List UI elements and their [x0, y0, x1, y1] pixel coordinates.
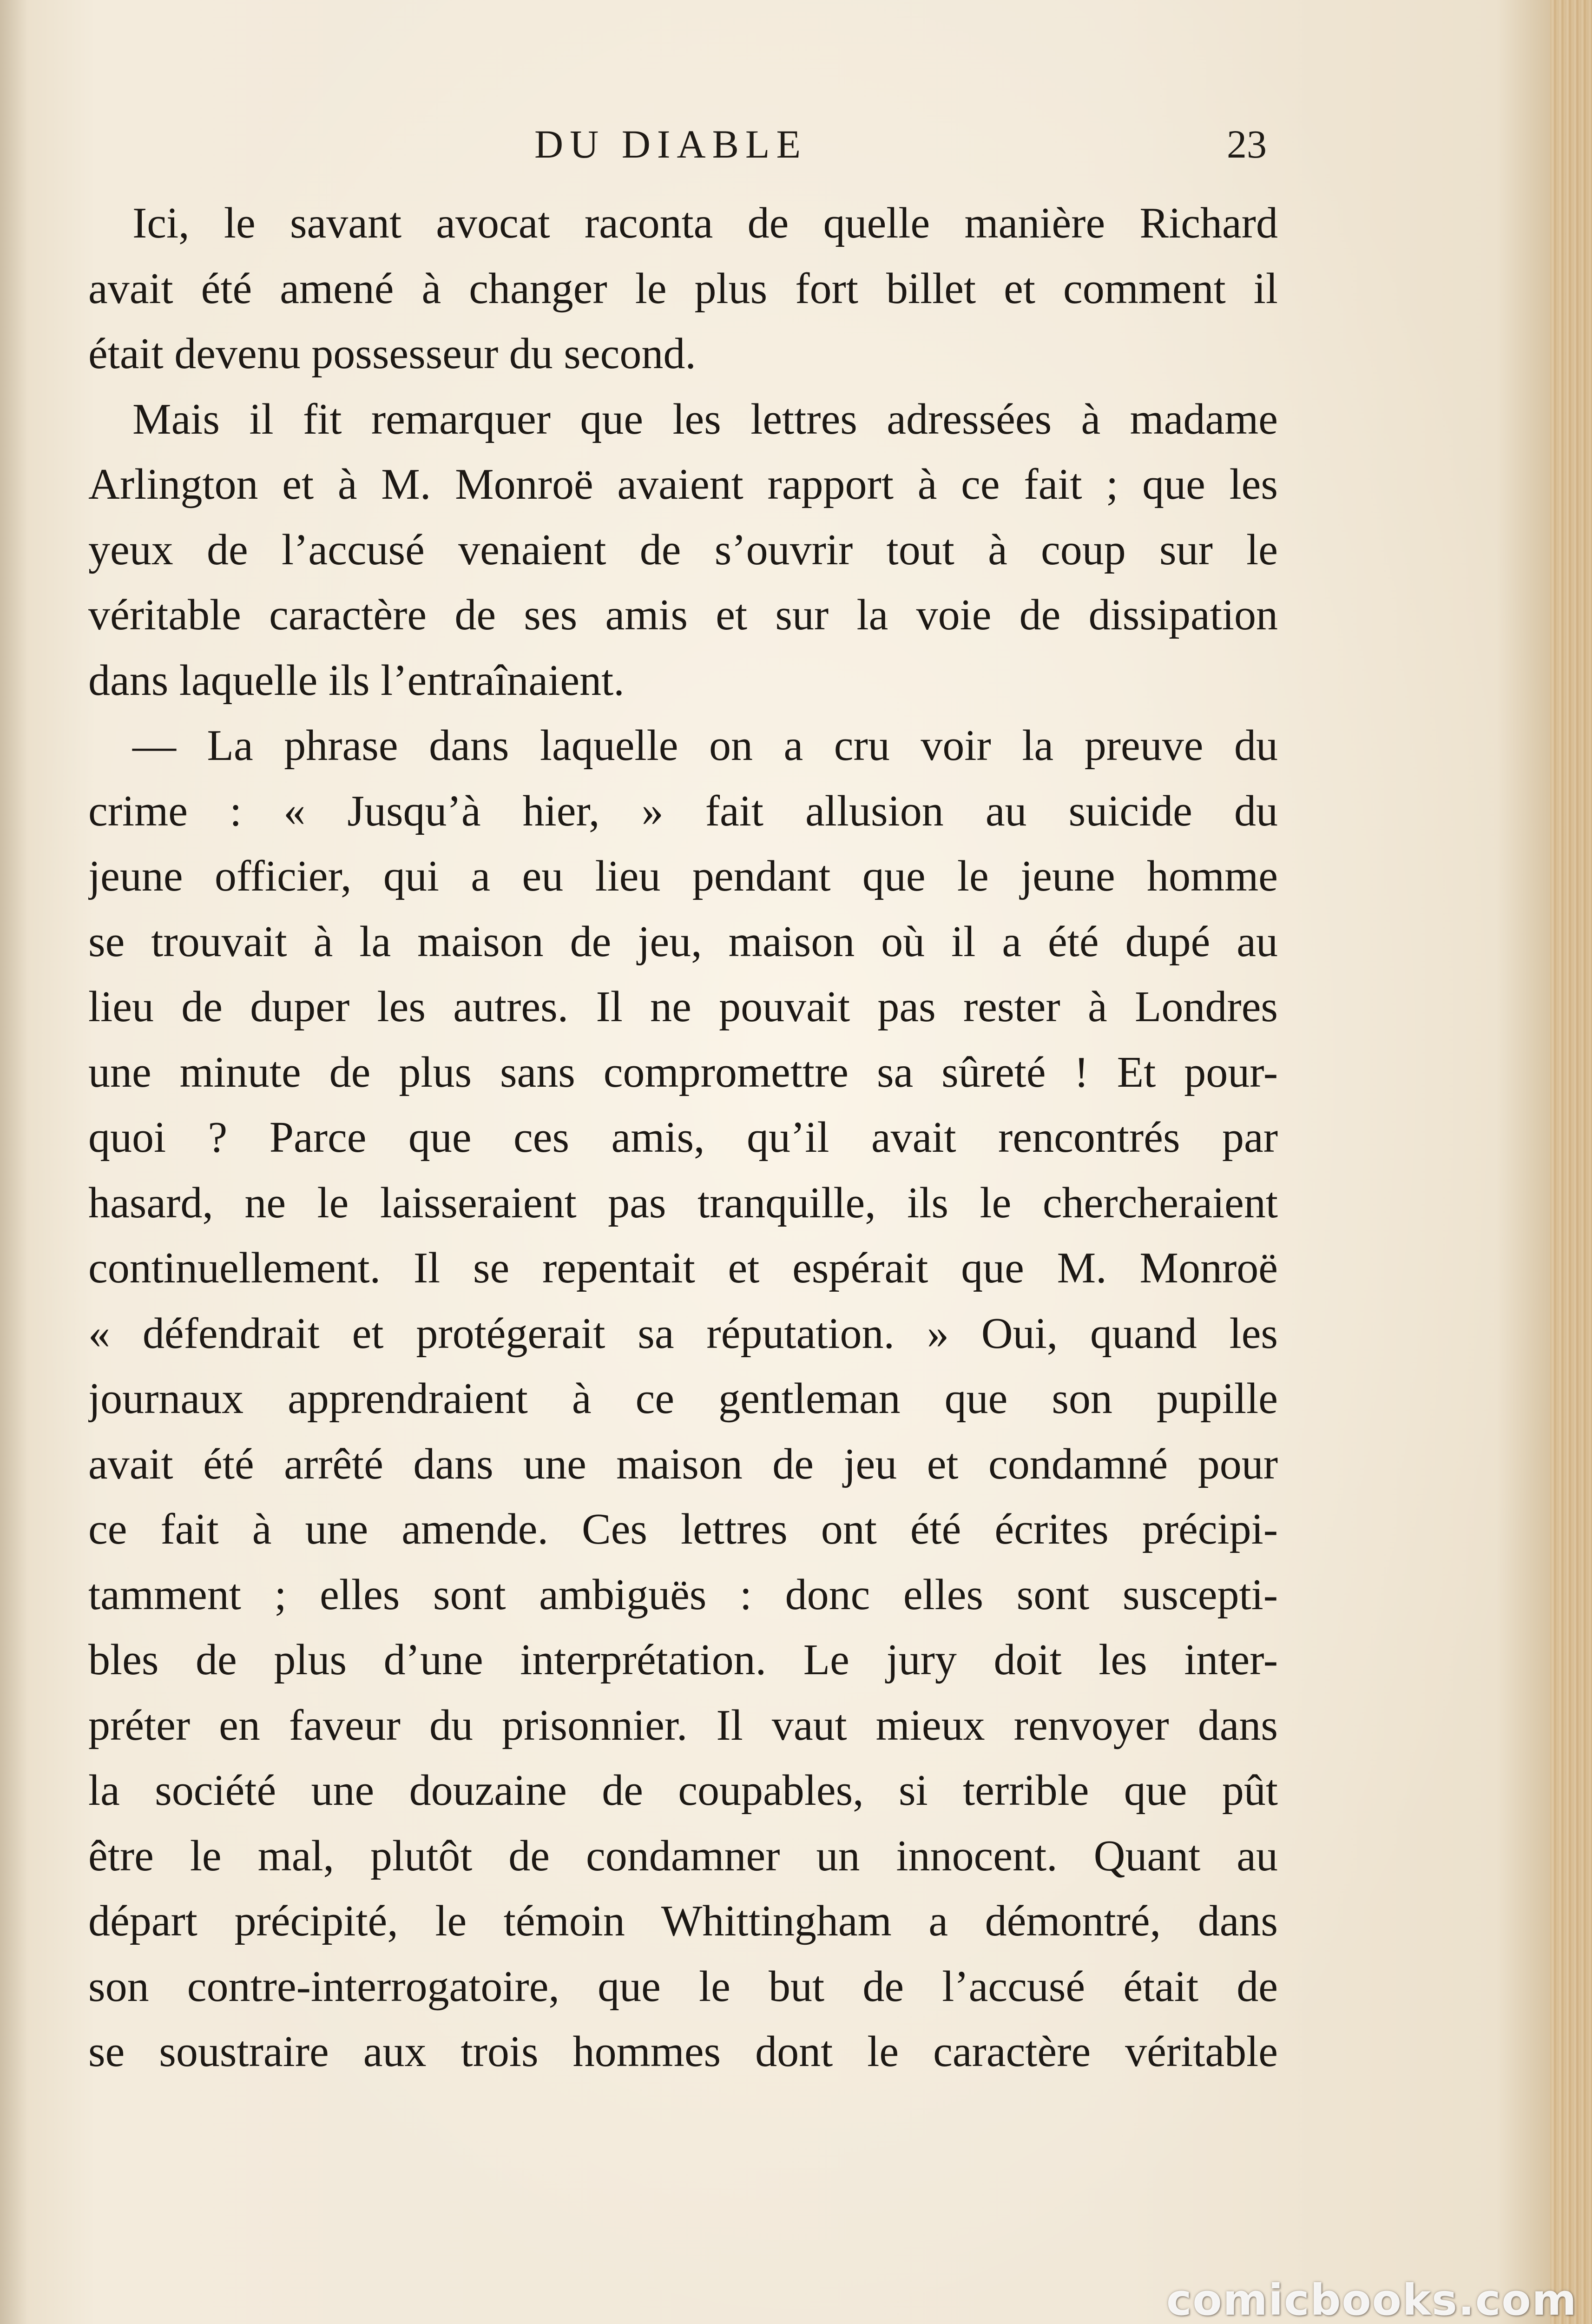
page-number: 23 [1227, 122, 1267, 166]
text-line: lieu de duper les autres. Il ne pouvait pas rester à Londres [88, 983, 1278, 1031]
text-line: dans laquelle ils l’entraînaient. [88, 656, 625, 705]
text-line: hasard, ne le laisseraient pas tranquille, ils le chercheraient [88, 1178, 1278, 1227]
running-head [0, 119, 1592, 170]
text-line: jeune officier, qui a eu lieu pendant que le jeune homme [88, 852, 1278, 900]
body-text [88, 191, 1278, 2085]
text-line: — La phrase dans laquelle on a cru voir la preuve du [132, 721, 1278, 770]
text-line: Arlington et à M. Monroë avaient rapport à ce fait ; que les [88, 460, 1278, 508]
text-line: une minute de plus sans compromettre sa sûreté ! Et pour- [88, 1048, 1278, 1096]
text-line: tamment ; elles sont ambiguës : donc elles sont suscepti- [88, 1570, 1278, 1619]
text-line: avait été arrêté dans une maison de jeu et condamné pour [88, 1439, 1278, 1488]
text-line: yeux de l’accusé venaient de s’ouvrir tout à coup sur le [88, 525, 1278, 574]
text-line: son contre-interrogatoire, que le but de l’accusé était de [88, 1962, 1278, 2011]
text-line: était devenu possesseur du second. [88, 330, 696, 378]
text-line: être le mal, plutôt de condamner un innocent. Quant au [88, 1831, 1278, 1880]
text-line: ce fait à une amende. Ces lettres ont été écrites précipi- [88, 1505, 1278, 1553]
text-line: journaux apprendraient à ce gentleman que son pupille [88, 1374, 1278, 1423]
text-line: « défendrait et protégerait sa réputation. » Oui, quand les [88, 1309, 1278, 1358]
text-line: Mais il fit remarquer que les lettres adressées à madame [132, 395, 1278, 443]
text-line: bles de plus d’une interprétation. Le jury doit les inter- [88, 1636, 1278, 1684]
text-line: départ précipité, le témoin Whittingham a démontré, dans [88, 1897, 1278, 1945]
text-line: préter en faveur du prisonnier. Il vaut mieux renvoyer dans [88, 1701, 1278, 1750]
text-line: se trouvait à la maison de jeu, maison où il a été dupé au [88, 917, 1278, 966]
watermark-text: comicbooks.com [1166, 2275, 1578, 2324]
text-line: véritable caractère de ses amis et sur la voie de dissipation [88, 591, 1278, 639]
gutter-shadow [0, 0, 28, 2324]
text-line: se soustraire aux trois hommes dont le caractère véritable [88, 2027, 1278, 2076]
page-fore-edge [1550, 0, 1592, 2324]
text-line: Ici, le savant avocat raconta de quelle manière Richard [132, 199, 1278, 247]
text-line: continuellement. Il se repentait et espérait que M. Monroë [88, 1244, 1278, 1292]
running-title: DU DIABLE [534, 122, 807, 166]
text-line: quoi ? Parce que ces amis, qu’il avait rencontrés par [88, 1113, 1278, 1162]
text-line: avait été amené à changer le plus fort billet et comment il [88, 264, 1278, 313]
text-line: la société une douzaine de coupables, si terrible que pût [88, 1766, 1278, 1815]
text-line: crime : « Jusqu’à hier, » fait allusion au suicide du [88, 786, 1278, 835]
